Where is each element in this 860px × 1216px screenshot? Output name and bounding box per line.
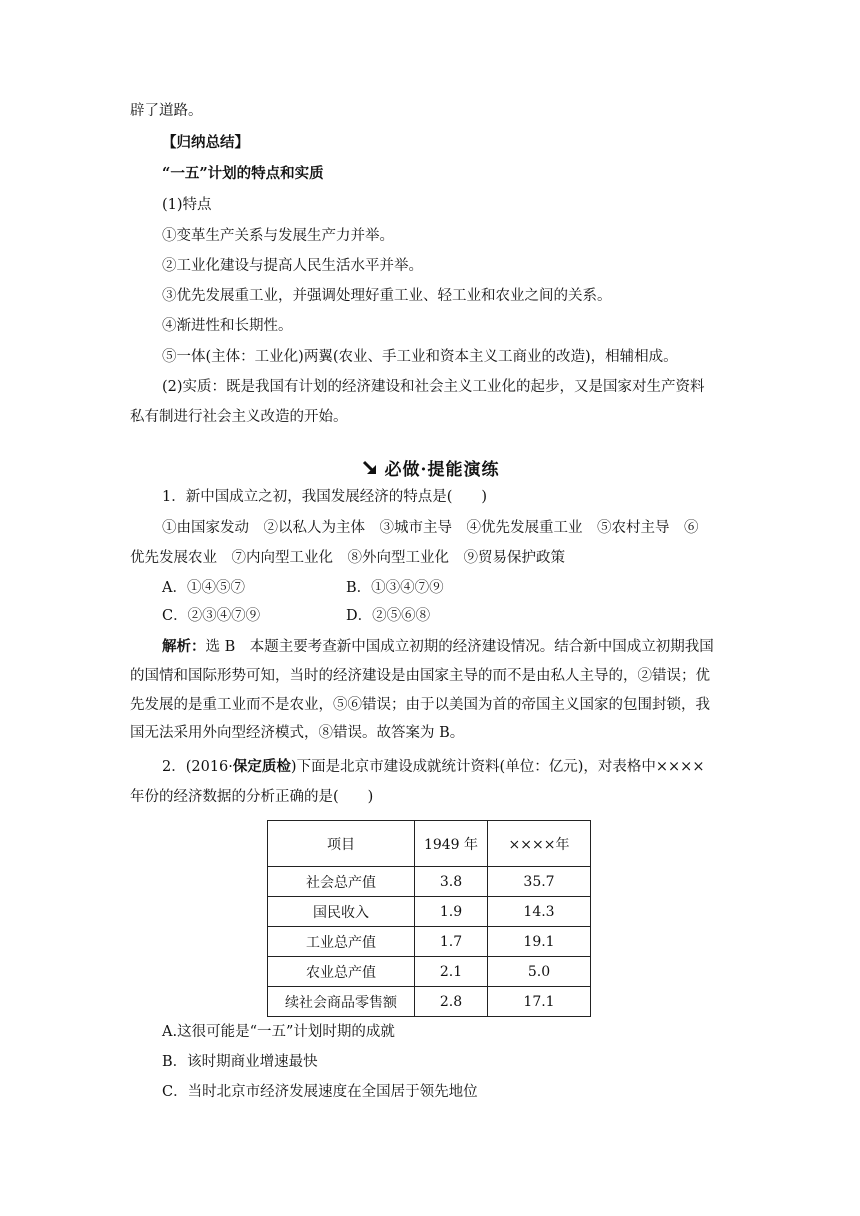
feature-item: ④渐进性和长期性。 [162,318,293,334]
q1-analysis-line: 国无法采用外向型经济模式，⑧错误。故答案为 B。 [130,725,465,741]
q1-option-c: C．②③④⑦⑨ [162,608,261,624]
header-cell: 项目 [268,821,415,867]
summary-subtitle: “一五”计划的特点和实质 [162,165,324,182]
feature-item: ②工业化建设与提高人民生活水平并举。 [162,258,423,274]
feature-item: ⑤一体(主体：工业化)两翼(农业、手工业和资本主义工商业的改造)，相辅相成。 [162,349,678,365]
table-cell: 1.9 [415,897,488,927]
header-cell: ××××年 [488,821,591,867]
q2-option-c: C．当时北京市经济发展速度在全国居于领先地位 [162,1084,478,1100]
section-title [0,455,860,480]
table-cell: 3.8 [415,867,488,897]
table-cell: 35.7 [488,867,591,897]
table-cell: 14.3 [488,897,591,927]
q2-stem [162,757,704,777]
q1-option-d: D．②⑤⑥⑧ [346,608,431,624]
q1-analysis-line: 先发展的是重工业而不是农业，⑤⑥错误；由于以美国为首的帝国主义国家的包围封锁，我 [130,697,710,713]
table-cell: 2.8 [415,987,488,1017]
section-title-text: 必做·提能演练 [384,460,500,480]
analysis-label: 解析： [162,638,206,655]
table-cell: 1.7 [415,927,488,957]
q2-option-b: B．该时期商业增速最快 [162,1054,318,1070]
feature-item: ③优先发展重工业，并强调处理好重工业、轻工业和农业之间的关系。 [162,288,612,304]
table-cell: 续社会商品零售额 [268,987,415,1017]
arrow-down-right-icon [361,459,379,477]
essence-line: (2)实质：既是我国有计划的经济建设和社会主义工业化的起步，又是国家对生产资料 [162,379,705,395]
q2-option-a: A.这很可能是“一五”计划时期的成就 [162,1024,395,1040]
q2-stem-prefix: 2．(2016· [162,759,233,775]
q1-stem: 1．新中国成立之初，我国发展经济的特点是( ) [162,489,488,505]
q1-items: 优先发展农业 ⑦内向型工业化 ⑧外向型工业化 ⑨贸易保护政策 [130,550,565,566]
table-row [268,957,591,987]
q1-analysis-line [162,637,714,657]
essence-line: 私有制进行社会主义改造的开始。 [130,409,348,425]
table-row [268,987,591,1017]
table-cell: 国民收入 [268,897,415,927]
header-cell: 1949 年 [415,821,488,867]
intro-tail: 辟了道路。 [130,103,203,119]
table-cell: 农业总产值 [268,957,415,987]
table-row [268,867,591,897]
q2-source: 保定质检 [232,758,291,775]
q2-stem-text: )下面是北京市建设成就统计资料(单位：亿元)，对表格中×××× [290,759,705,775]
q1-items: ①由国家发动 ②以私人为主体 ③城市主导 ④优先发展重工业 ⑤农村主导 ⑥ [162,520,699,536]
q1-option-b: B．①③④⑦⑨ [346,580,444,596]
table-row [268,927,591,957]
features-label: (1)特点 [162,197,212,213]
q1-option-a: A．①④⑤⑦ [162,580,245,596]
feature-item: ①变革生产关系与发展生产力并举。 [162,228,394,244]
table-header-row [268,821,591,867]
analysis-text: 选 B 本题主要考查新中国成立初期的经济建设情况。结合新中国成立初期我国 [205,639,714,655]
table-cell: 5.0 [488,957,591,987]
table-cell: 2.1 [415,957,488,987]
q1-analysis-line: 的国情和国际形势可知，当时的经济建设是由国家主导的而不是由私人主导的，②错误；优 [130,668,710,684]
stats-table [267,820,591,1017]
table-cell: 工业总产值 [268,927,415,957]
table-cell: 17.1 [488,987,591,1017]
q2-stem: 年份的经济数据的分析正确的是( ) [130,789,374,805]
table-row [268,897,591,927]
table-cell: 社会总产值 [268,867,415,897]
table-cell: 19.1 [488,927,591,957]
summary-heading: 【归纳总结】 [162,134,249,151]
